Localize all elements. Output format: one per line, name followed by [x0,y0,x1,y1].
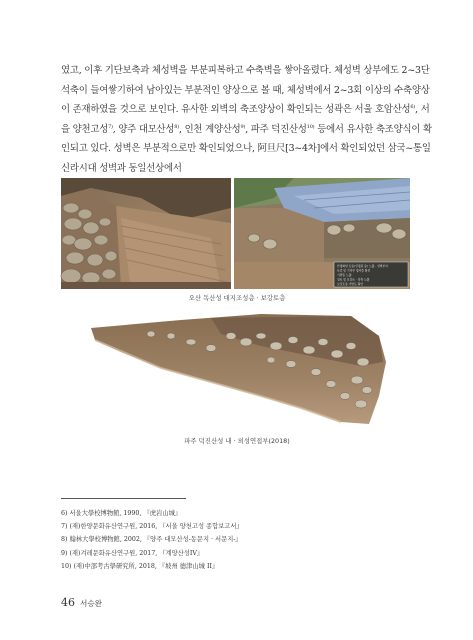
body-line: 인되고 있다. 성벽은 부분적으로만 확인되었으나, 阿旦尺[3~4차]에서 확인되었던 삼국~통일 [61,143,431,155]
footnote-divider [61,498,186,499]
footnote-ref-9[interactable]: 9) [240,123,246,130]
body-line: 이 존재하였을 것으로 보인다. 유사한 외벽의 축조양상이 확인되는 성곽은 서울 호암산성$^{6)}$, 서 [61,104,430,116]
footnote-item: 9) (재)겨레문화유산연구원, 2017, 『계양산성IV』 [61,549,204,557]
author-name: 서승완 [80,599,103,608]
body-line: 을 양천고성$^{7)}$, 양주 대모산성$^{8)}$, 인천 계양산성$^{9)}$, 파주 덕진산성$^{10)}$ 등에서 유사한 축조양식이 확 [61,123,432,135]
page-number: 46 [61,596,75,609]
footnote-ref-7[interactable]: 7) [108,123,113,130]
body-line: 신라시대 성벽과 동일선상에서 [61,162,182,174]
photo-sign-line: 토층 및 기저부 정지층 확인 [337,268,371,273]
body-line: 였고, 이후 기단보축과 체성벽을 부분피복하고 수축벽을 쌓아올렸다. 체성벽 상부에도 2~3단 [61,65,430,76]
excavation-photo-left [61,178,231,289]
figure-caption-top: 오산 독산성 대지조성층 · 보강토층 [188,294,286,302]
photo-sign-line: 기반층 노출 [337,273,352,277]
body-line: 석축이 들여쌓기하여 남아있는 부분적인 양상으로 볼 때, 체성벽에서 2~3회 이상의 수축양상 [61,84,430,96]
page-footer [61,596,102,609]
footnote-item: 10) (재)中部考古學研究所, 2018, 『坡州 德津山城 II』 [61,562,219,570]
footnote-ref-6[interactable]: 6) [410,104,416,111]
photo-sign-line: 안정화한 토층(안정된 층) 노출 · 성벽부지 [337,264,388,268]
footnote-ref-8[interactable]: 8) [174,123,180,130]
footnote-ref-10[interactable]: 10) [306,123,315,130]
footnote-item: 7) (재)한양문화유산연구원, 2016, 『서울 양천고성 종합보고서』 [61,523,243,531]
body-paragraph [61,61,432,179]
figure-caption-bottom: 파주 덕진산성 내 · 외성연접부(2018) [184,437,290,445]
footnote-item: 6) 서울大學校博物館, 1990, 『虎岩山城』 [61,510,182,517]
footnote-item: 8) 翰林大學校博物館, 2002, 『양주 대모산성-동문지 · 서문지-』 [61,536,242,544]
orthophoto-wall-junction [61,306,413,428]
photo-sign-line: 성토 및 보강토 · 석축 노출 [337,277,370,282]
footnote-list [61,507,413,573]
photo-sign-line: 보강토층 기반토 확인 [337,282,364,286]
excavation-photo-right [234,178,410,289]
